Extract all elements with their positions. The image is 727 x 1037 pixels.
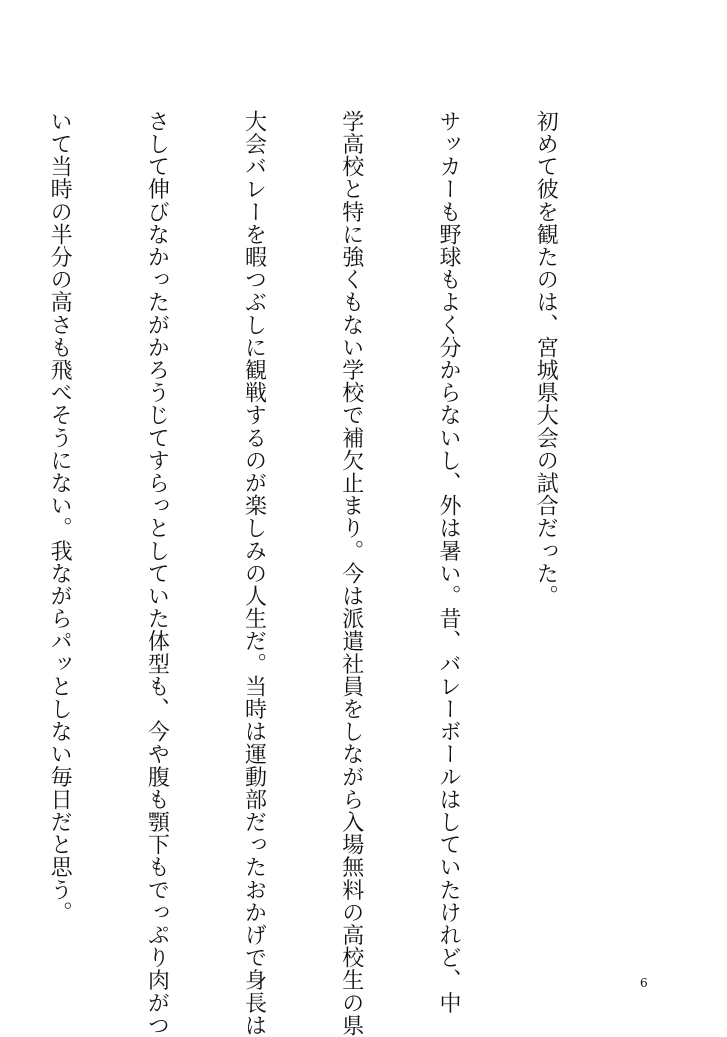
text-line-1: 初めて彼を観たのは、宮城県大会の試合だった。 [533, 110, 559, 608]
text-line-4: 大会バレーを暇つぶしに観戦するのが楽しみの人生だ。当時は運動部だったおかげで身長は [241, 110, 267, 1037]
text-line-3: 学高校と特に強くもない学校で補欠止まり。今は派遣社員をしながら入場無料の高校生の県 [338, 110, 364, 1037]
page-number: 6 [640, 976, 648, 990]
text-line-2: サッカーも野球もよく分からないし、外は暑い。昔、バレーボールはしていたけれど、中 [435, 110, 461, 1014]
text-line-6: いて当時の半分の高さも飛べそうにない。我ながらパッとしない毎日だと思う。 [47, 110, 73, 924]
vertical-text-block [47, 110, 626, 1037]
text-line-5: さして伸びなかったがかろうじてすらっとしていた体型も、今や腹も顎下もでっぷり肉がつ [144, 110, 170, 1037]
